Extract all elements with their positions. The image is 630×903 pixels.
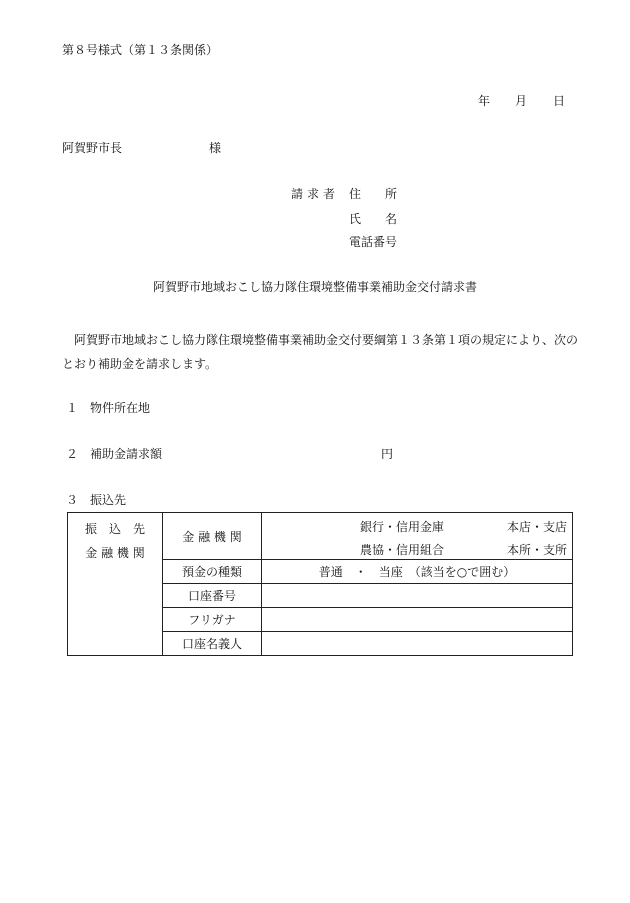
addressee-honorific: 様 [209, 141, 222, 155]
document-body: 阿賀野市地域おこし協力隊住環境整備事業補助金交付要綱第１３条第１項の規定により、次のとおり補助金を請求します。 [62, 333, 579, 371]
document-title: 阿賀野市地域おこし協力隊住環境整備事業補助金交付請求書 [152, 280, 477, 294]
account-number-field[interactable] [262, 584, 573, 608]
item-subsidy-amount: ２ 補助金請求額 [66, 447, 163, 461]
fi-type-bank: 銀行・信用金庫 [360, 520, 445, 534]
yen-unit: 円 [381, 447, 394, 461]
item-property-location: １ 物件所在地 [66, 401, 151, 415]
addressee-mayor: 阿賀野市長 [62, 141, 123, 155]
fi-branch-main-branch: 本店・支店 [507, 520, 568, 534]
requester-address-label: 住 所 [349, 187, 398, 201]
transfer-section-line1: 振 込 先 [84, 522, 145, 536]
furigana-label: フリガナ [163, 608, 262, 632]
financial-institution-field-row1[interactable] [262, 513, 573, 537]
account-holder-label: 口座名義人 [163, 632, 262, 656]
account-holder-field[interactable] [262, 632, 573, 656]
date-day-label: 日 [553, 94, 566, 108]
requester-name-label: 氏 名 [349, 212, 398, 226]
deposit-type-options[interactable]: 普通 ・ 当座 （該当を○で囲む） [262, 560, 573, 584]
financial-institution-label: 金 融 機 関 [163, 513, 262, 560]
account-number-label: 口座番号 [163, 584, 262, 608]
fi-type-agri-coop: 農協・信用組合 [360, 543, 445, 557]
date-year-label: 年 [478, 94, 491, 108]
date-month-label: 月 [515, 94, 528, 108]
item-transfer-destination: ３ 振込先 [66, 493, 127, 507]
form-number: 第８号様式（第１３条関係） [62, 43, 219, 57]
furigana-field[interactable] [262, 608, 573, 632]
deposit-type-label: 預金の種類 [163, 560, 262, 584]
transfer-section-header [68, 513, 163, 656]
fi-branch-head-office: 本所・支所 [507, 543, 568, 557]
requester-label: 請求者 [291, 187, 340, 201]
financial-institution-field-row2[interactable] [262, 536, 573, 560]
transfer-section-line2: 金 融 機 関 [85, 546, 145, 560]
bank-transfer-table [67, 512, 573, 656]
requester-phone-label: 電話番号 [349, 235, 398, 249]
